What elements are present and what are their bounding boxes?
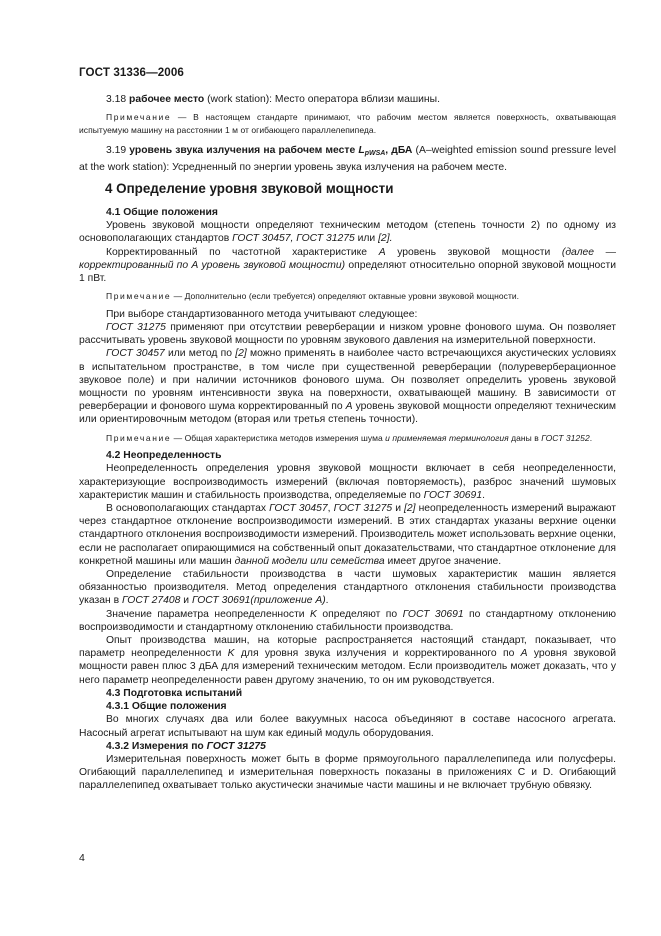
paragraph: Опыт производства машин, на которые распространяется настоящий стандарт, показывает, что параметр неопределенности K для уровня звука излучения и корректированного по А уровня звуковой мощности равен плюс 3 дБА для измерений техническим методом. Если производитель может доказать, что у него параметр неопределенности равен другому значению, то он им руководствуется.: [79, 635, 616, 686]
document-body: [79, 93, 616, 793]
term-3-19: 3.19 уровень звука излучения на рабочем месте $L_{pWSA}$, дБА (A–weighted emission sound pressure level at the work station): Усредненный по энергии уровень звука излучения на рабочем месте.: [79, 145, 617, 173]
paragraph: Определение стабильности производства в части шумовых характеристик машин является обязанностью производителя. Метод определения стандартного отклонения стабильности производства указан в ГОСТ 27408 и ГОСТ 30691(приложение А).: [79, 569, 616, 607]
section-4-2-heading: 4.2 Неопределенность: [106, 450, 222, 462]
paragraph: В основополагающих стандартах ГОСТ 30457, ГОСТ 31275 и [2] неопределенность измерений выражают через стандартное отклонение воспроизводимости измерений. В этих стандартах указаны верхние оценки стандартного отклонения воспроизводимости измерений. Производитель может использовать верхние оценки, если не располагает опирающимися на собственный опыт доказательствами, что стандартное отклонение для конкретной машины или машин данной модели или семейства имеет другое значение.: [79, 503, 616, 567]
note-4-1: Примечание — Дополнительно (если требуется) определяют октавные уровни звуковой мощности.: [106, 291, 520, 302]
note-4-1-methods: Примечание — Общая характеристика методов измерения шума и применяемая терминология даны в ГОСТ 31252.: [106, 432, 593, 443]
paragraph: Неопределенность определения уровня звуковой мощности включает в себя неопределенности, характеризующие воспроизводимость измерений (включая повторяемость), разброс значений шумовых характеристик машин и стабильность производства, определяемые по ГОСТ 30691.: [79, 463, 616, 501]
term-3-18: 3.18 рабочее место (work station): Место оператора вблизи машины.: [106, 94, 440, 105]
section-4-3-heading: 4.3 Подготовка испытаний: [106, 687, 243, 699]
document-code: ГОСТ 31336—2006: [79, 66, 184, 79]
section-4-3-1-heading: 4.3.1 Общие положения: [106, 701, 227, 713]
paragraph: ГОСТ 31275 применяют при отсутствии реверберации и низком уровне фонового шума. Он позволяет рассчитывать уровень звуковой мощности по уровням звукового давления на измерительной поверхности.: [79, 322, 616, 347]
note-3-18: Примечание — В настоящем стандарте принимают, что рабочим местом является поверхность, охватывающая испытуемую машину на расстоянии 1 м от огибающего параллелепипеда.: [79, 112, 616, 135]
paragraph: Уровень звуковой мощности определяют техническим методом (степень точности 2) по одному из основополагающих стандартов ГОСТ 30457, ГОСТ 31275 или [2].: [79, 220, 616, 245]
paragraph: Значение параметра неопределенности K определяют по ГОСТ 30691 по стандартному отклонению воспроизводимости и стандартному отклонению стабильности производства.: [79, 608, 616, 633]
section-4-heading: 4 Определение уровня звуковой мощности: [105, 180, 394, 196]
page-number: 4: [79, 852, 85, 864]
paragraph: При выборе стандартизованного метода учитывают следующее:: [106, 308, 418, 320]
paragraph: Измерительная поверхность может быть в форме прямоугольного параллелепипеда или полусферы. Огибающий параллелепипед и измерительная поверхность показаны в приложениях С и D. Огибающий параллелепипед охватывает только акустически значимые части машины и не включает трубную обвязку.: [79, 753, 616, 792]
paragraph: Во многих случаях два или более вакуумных насоса объединяют в составе насосного агрегата. Насосный агрегат испытывают на шум как единый модуль оборудования.: [79, 714, 616, 739]
section-4-1-heading: 4.1 Общие положения: [106, 207, 218, 218]
section-4-3-2-heading: 4.3.2 Измерения по ГОСТ 31275: [106, 740, 266, 752]
paragraph: Корректированный по частотной характеристике А уровень звуковой мощности (далее — корректированный по А уровень звуковой мощности) определяют относительно опорной звуковой мощности 1 пВт.: [79, 246, 616, 285]
paragraph: ГОСТ 30457 или метод по [2] можно применять в наиболее часто встречающихся акустических условиях в испытательном пространстве, в том числе при существенной реверберации (полуреверберационное звуковое поле) и при наличии источников фонового шума. Он позволяет определить уровень звуковой мощности по уровням интенсивности звука на поверхности, охватывающей машину. В зависимости от реверберации и фонового шума корректированный по А уровень звуковой мощности определяют техническим или ориентировочным методом (вторая или третья степень точности).: [79, 348, 616, 426]
